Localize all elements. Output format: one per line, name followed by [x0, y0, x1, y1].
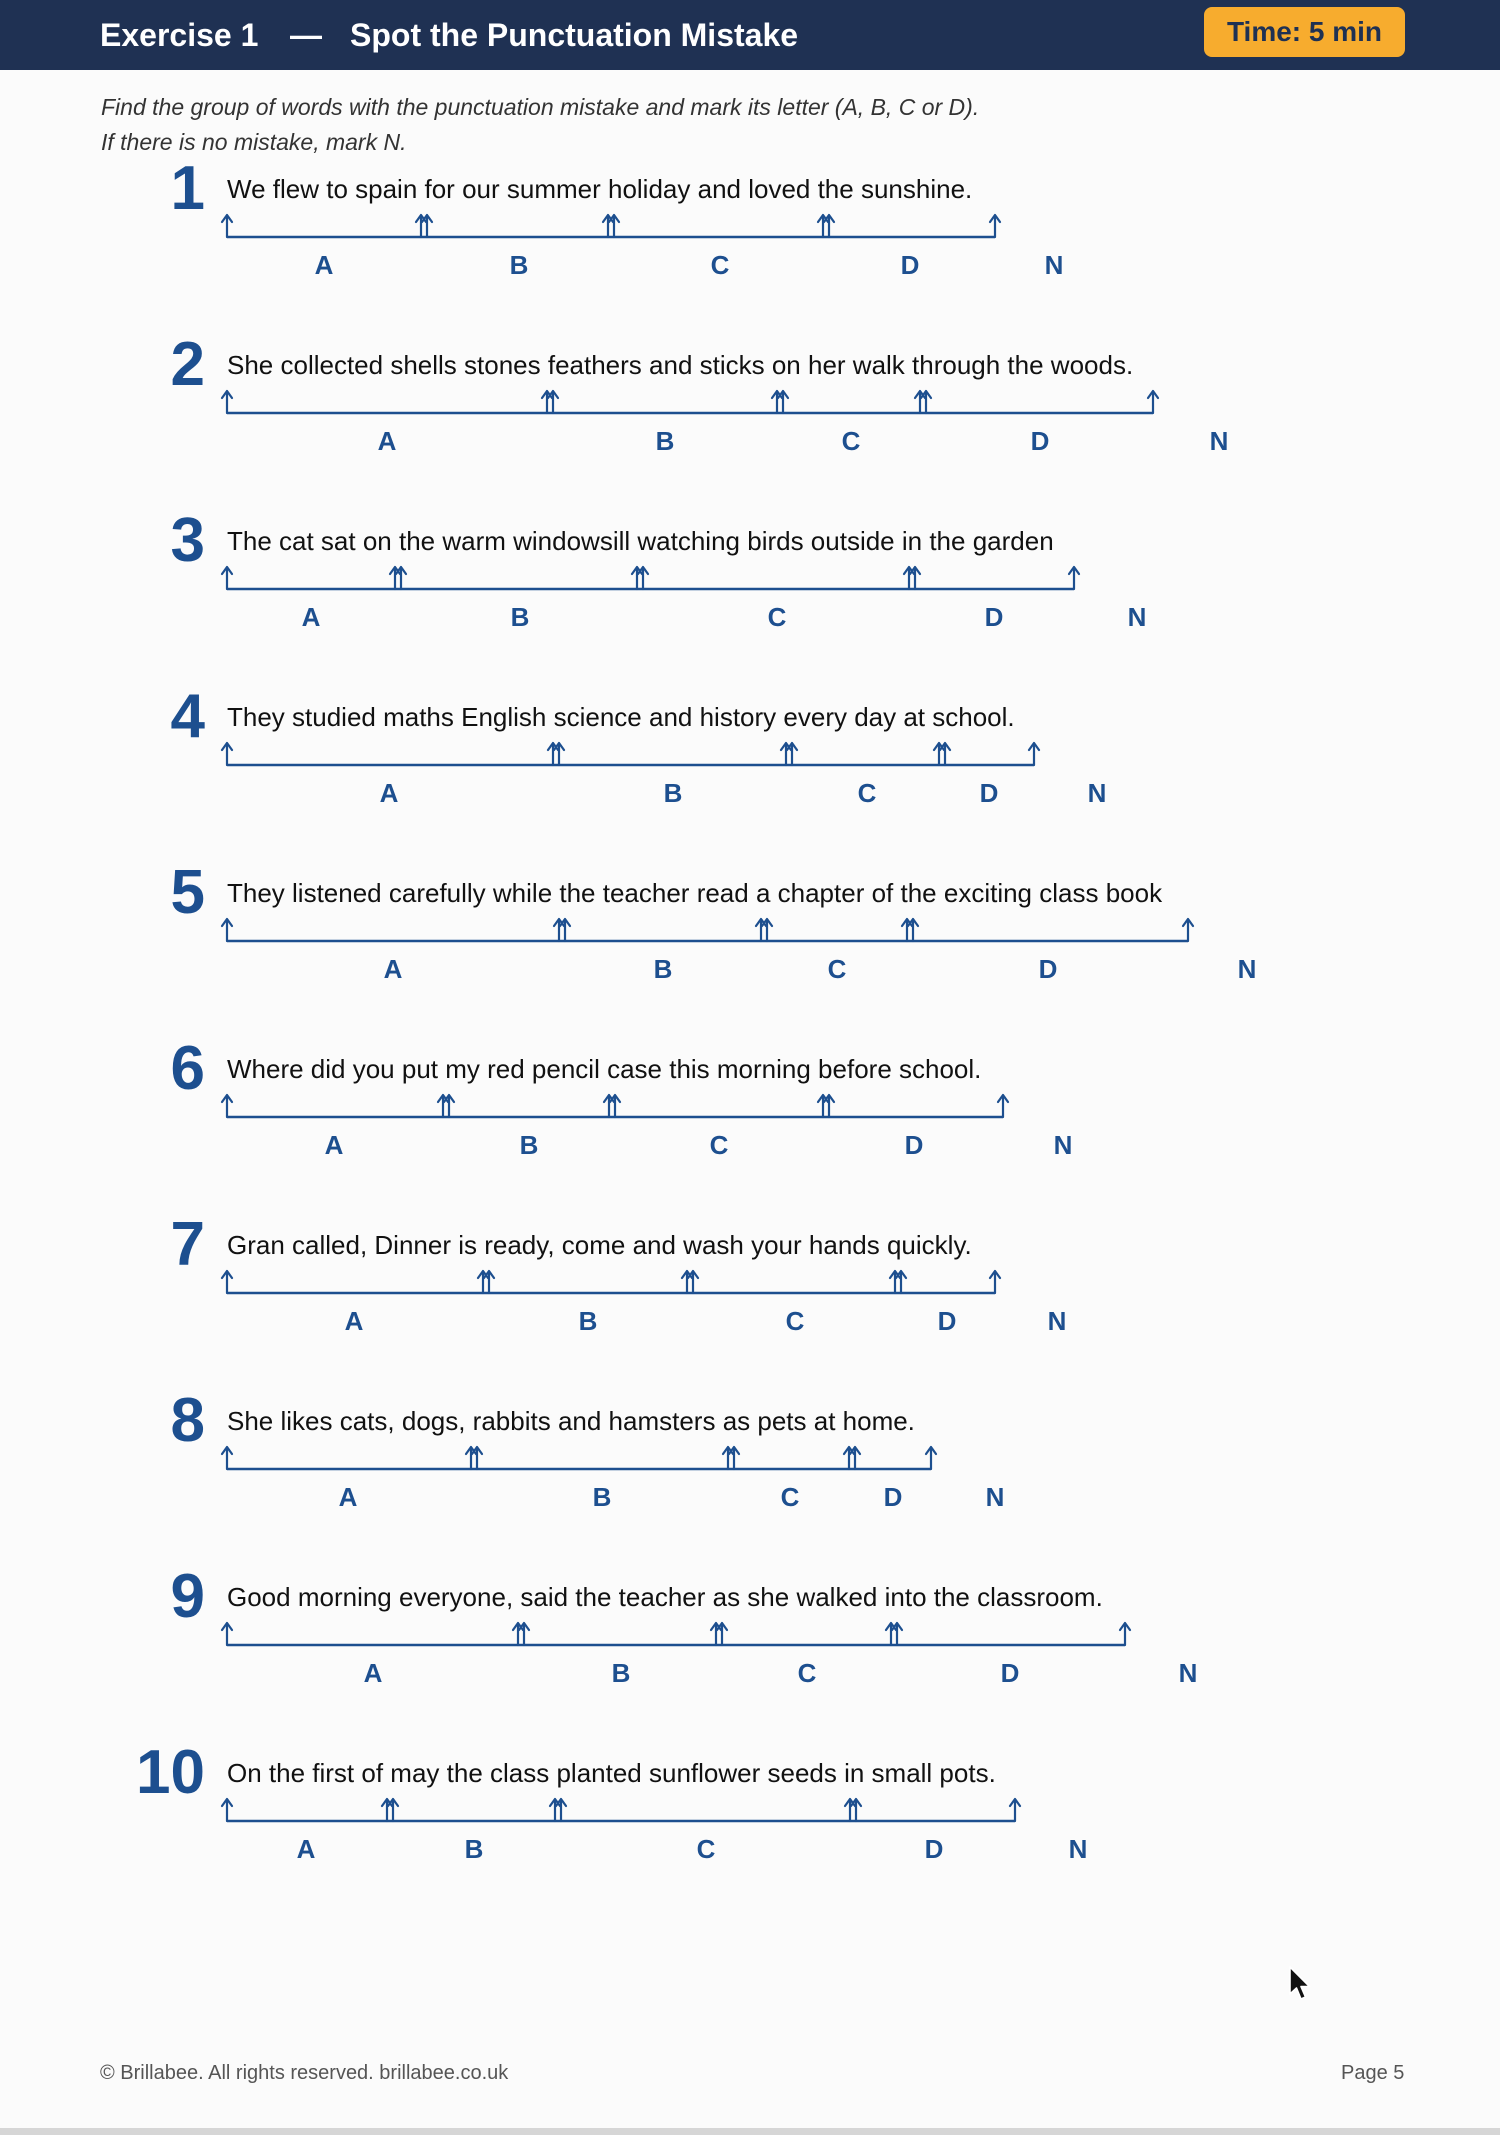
divider-arrow-icon	[560, 919, 570, 941]
option-c[interactable]: C	[797, 1658, 817, 1688]
divider-arrow-icon	[554, 743, 564, 765]
question-number: 6	[170, 1034, 205, 1103]
option-b[interactable]: B	[592, 1482, 612, 1512]
option-b[interactable]: B	[464, 1834, 484, 1864]
divider-arrow-icon	[926, 1447, 936, 1469]
instruction-line-2: If there is no mistake, mark N.	[101, 129, 407, 155]
divider-arrow-icon	[396, 567, 406, 589]
option-n[interactable]: N	[1209, 426, 1229, 456]
divider-arrow-icon	[472, 1447, 482, 1469]
divider-arrow-icon	[824, 215, 834, 237]
divider-arrow-icon	[519, 1623, 529, 1645]
option-b[interactable]: B	[510, 602, 530, 632]
divider-arrow-icon	[1069, 567, 1079, 589]
divider-arrow-icon	[1148, 391, 1158, 413]
header-bar	[0, 0, 1500, 70]
question-number: 5	[170, 858, 205, 927]
option-b[interactable]: B	[519, 1130, 539, 1160]
option-a[interactable]: A	[301, 602, 321, 632]
answer-bracket	[0, 1268, 1500, 1302]
option-d[interactable]: D	[1038, 954, 1058, 984]
exercise-title: Spot the Punctuation Mistake	[350, 17, 799, 53]
question-number: 7	[170, 1210, 205, 1279]
page-bottom-edge	[0, 2128, 1500, 2135]
divider-arrow-icon	[444, 1095, 454, 1117]
question-sentence: They studied maths English science and history every day at school.	[227, 702, 1015, 732]
option-c[interactable]: C	[857, 778, 877, 808]
answer-bracket	[0, 564, 1500, 598]
question-sentence: We flew to spain for our summer holiday and loved the sunshine.	[227, 174, 973, 204]
divider-arrow-icon	[222, 1271, 232, 1293]
question-sentence: She collected shells stones feathers and sticks on her walk through the woods.	[227, 350, 1134, 380]
divider-arrow-icon	[990, 215, 1000, 237]
option-a[interactable]: A	[344, 1306, 364, 1336]
divider-arrow-icon	[422, 215, 432, 237]
option-c[interactable]: C	[767, 602, 787, 632]
option-c[interactable]: C	[780, 1482, 800, 1512]
timer-badge: Time: 5 min	[1204, 7, 1405, 57]
divider-arrow-icon	[222, 743, 232, 765]
divider-arrow-icon	[1183, 919, 1193, 941]
option-b[interactable]: B	[653, 954, 673, 984]
option-a[interactable]: A	[377, 426, 397, 456]
option-d[interactable]: D	[937, 1306, 957, 1336]
answer-bracket	[0, 740, 1500, 774]
answer-bracket	[0, 1092, 1500, 1126]
option-n[interactable]: N	[1127, 602, 1147, 632]
question-number: 4	[170, 682, 205, 751]
option-n[interactable]: N	[1178, 1658, 1198, 1688]
answer-bracket	[0, 916, 1500, 950]
option-a[interactable]: A	[324, 1130, 344, 1160]
option-c[interactable]: C	[785, 1306, 805, 1336]
option-a[interactable]: A	[314, 250, 334, 280]
instruction-line-1: Find the group of words with the punctuation mistake and mark its letter (A, B, C or D).	[101, 94, 980, 120]
question-sentence: On the first of may the class planted sunflower seeds in small pots.	[227, 1758, 996, 1788]
divider-arrow-icon	[222, 1799, 232, 1821]
divider-arrow-icon	[222, 391, 232, 413]
divider-arrow-icon	[851, 1799, 861, 1821]
question-number: 8	[170, 1386, 205, 1455]
divider-arrow-icon	[990, 1271, 1000, 1293]
option-d[interactable]: D	[1030, 426, 1050, 456]
option-c[interactable]: C	[710, 250, 730, 280]
divider-arrow-icon	[940, 743, 950, 765]
option-b[interactable]: B	[611, 1658, 631, 1688]
divider-arrow-icon	[609, 215, 619, 237]
answer-bracket	[0, 1444, 1500, 1478]
divider-arrow-icon	[222, 1095, 232, 1117]
divider-arrow-icon	[921, 391, 931, 413]
question-number: 9	[170, 1562, 205, 1631]
question-sentence: Good morning everyone, said the teacher as she walked into the classroom.	[227, 1582, 1103, 1612]
option-n[interactable]: N	[1068, 1834, 1088, 1864]
question-sentence: They listened carefully while the teacher read a chapter of the exciting class book	[227, 878, 1163, 908]
divider-arrow-icon	[556, 1799, 566, 1821]
exercise-label: Exercise 1	[100, 17, 259, 53]
divider-arrow-icon	[824, 1095, 834, 1117]
option-b[interactable]: B	[663, 778, 683, 808]
divider-arrow-icon	[908, 919, 918, 941]
divider-arrow-icon	[729, 1447, 739, 1469]
divider-arrow-icon	[998, 1095, 1008, 1117]
divider-arrow-icon	[484, 1271, 494, 1293]
divider-arrow-icon	[762, 919, 772, 941]
mouse-cursor-icon	[1288, 1965, 1314, 2003]
option-a[interactable]: A	[296, 1834, 316, 1864]
option-n[interactable]: N	[1237, 954, 1257, 984]
page-number: Page 5	[1341, 2062, 1405, 2084]
option-a[interactable]: A	[363, 1658, 383, 1688]
answer-bracket	[0, 1620, 1500, 1654]
footer-copyright: © Brillabee. All rights reserved. brillabee.co.uk	[100, 2062, 509, 2084]
divider-arrow-icon	[548, 391, 558, 413]
divider-arrow-icon	[388, 1799, 398, 1821]
option-d[interactable]: D	[1000, 1658, 1020, 1688]
option-n[interactable]: N	[1044, 250, 1064, 280]
option-n[interactable]: N	[985, 1482, 1005, 1512]
divider-arrow-icon	[892, 1623, 902, 1645]
divider-arrow-icon	[717, 1623, 727, 1645]
option-a[interactable]: A	[379, 778, 399, 808]
option-c[interactable]: C	[709, 1130, 729, 1160]
option-d[interactable]: D	[904, 1130, 924, 1160]
divider-arrow-icon	[222, 1623, 232, 1645]
title-separator: —	[290, 17, 322, 53]
divider-arrow-icon	[787, 743, 797, 765]
option-b[interactable]: B	[509, 250, 529, 280]
question-number: 2	[170, 330, 205, 399]
option-n[interactable]: N	[1087, 778, 1107, 808]
option-a[interactable]: A	[338, 1482, 358, 1512]
answer-bracket	[0, 1796, 1500, 1830]
option-d[interactable]: D	[984, 602, 1004, 632]
option-d[interactable]: D	[900, 250, 920, 280]
question-sentence: She likes cats, dogs, rabbits and hamsters as pets at home.	[227, 1406, 915, 1436]
option-b[interactable]: B	[655, 426, 675, 456]
divider-arrow-icon	[896, 1271, 906, 1293]
answer-bracket	[0, 388, 1500, 422]
question-number: 3	[170, 506, 205, 575]
divider-arrow-icon	[1120, 1623, 1130, 1645]
divider-arrow-icon	[638, 567, 648, 589]
option-a[interactable]: A	[383, 954, 403, 984]
option-b[interactable]: B	[578, 1306, 598, 1336]
option-n[interactable]: N	[1047, 1306, 1067, 1336]
option-d[interactable]: D	[924, 1834, 944, 1864]
question-number: 1	[170, 154, 205, 223]
option-c[interactable]: C	[841, 426, 861, 456]
question-sentence: The cat sat on the warm windowsill watching birds outside in the garden	[227, 526, 1054, 556]
divider-arrow-icon	[1010, 1799, 1020, 1821]
divider-arrow-icon	[222, 215, 232, 237]
divider-arrow-icon	[222, 919, 232, 941]
option-c[interactable]: C	[827, 954, 847, 984]
option-d[interactable]: D	[979, 778, 999, 808]
divider-arrow-icon	[610, 1095, 620, 1117]
divider-arrow-icon	[1029, 743, 1039, 765]
option-c[interactable]: C	[696, 1834, 716, 1864]
divider-arrow-icon	[910, 567, 920, 589]
divider-arrow-icon	[222, 1447, 232, 1469]
answer-bracket	[0, 212, 1500, 246]
question-number: 10	[136, 1738, 205, 1807]
divider-arrow-icon	[688, 1271, 698, 1293]
question-sentence: Where did you put my red pencil case this morning before school.	[227, 1054, 982, 1084]
divider-arrow-icon	[222, 567, 232, 589]
divider-arrow-icon	[850, 1447, 860, 1469]
option-d[interactable]: D	[883, 1482, 903, 1512]
divider-arrow-icon	[778, 391, 788, 413]
option-n[interactable]: N	[1053, 1130, 1073, 1160]
question-sentence: Gran called, Dinner is ready, come and wash your hands quickly.	[227, 1230, 972, 1260]
